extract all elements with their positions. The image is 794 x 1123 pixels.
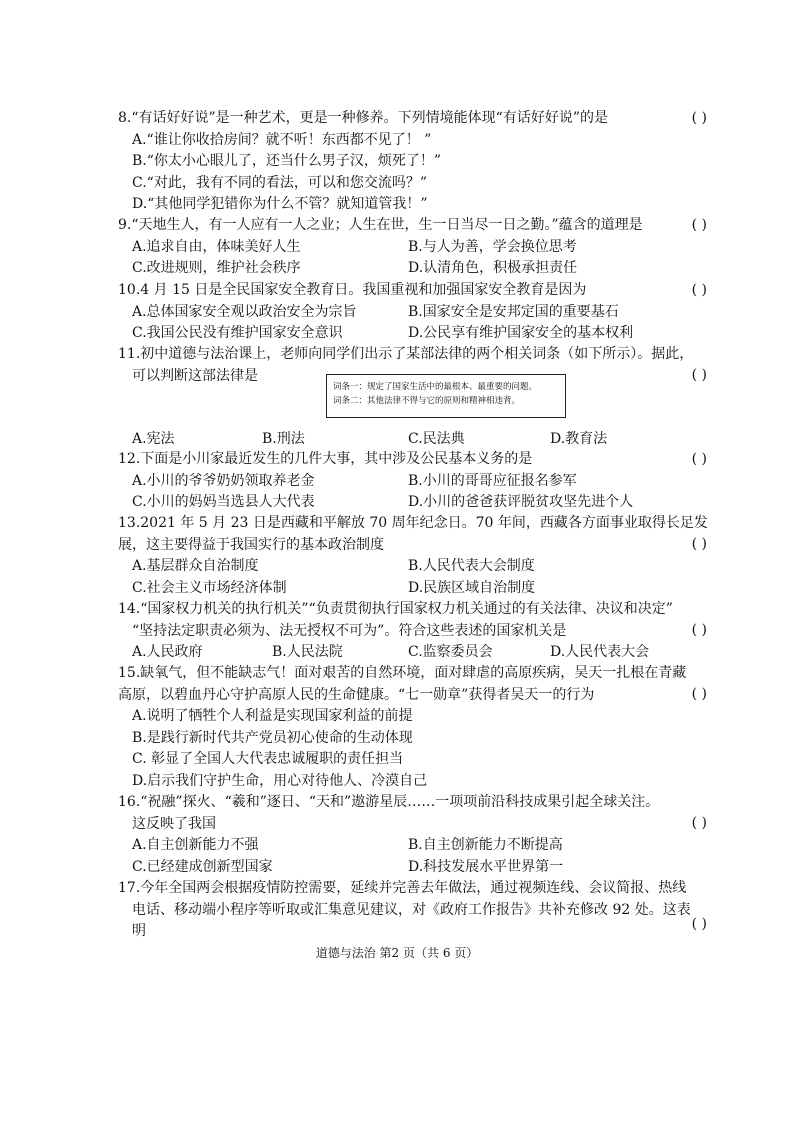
law-terms-box [326, 374, 566, 418]
answer-bracket: ( ) [691, 451, 707, 467]
option-d: D.启示我们守护生命，用心对待他人、冷漠自己 [132, 772, 428, 789]
question-stem: 10.4 月 15 日是全民国家安全教育日。我国重视和加强国家安全教育是因为 [118, 282, 587, 298]
option-c: C.“对此，我有不同的看法，可以和您交流吗？” [132, 174, 427, 191]
option-d: D.认清角色，积极承担责任 [408, 260, 578, 276]
option-d: D.“其他同学犯错你为什么不管？就知道管我！” [132, 196, 428, 212]
option-d: D.民族区域自治制度 [408, 579, 536, 596]
question-10 [118, 280, 707, 345]
option-c: C.小川的妈妈当选县人大代表 [132, 494, 315, 510]
question-stem-line1: 16.“祝融”探火、“羲和”逐日、“天和”遨游星辰……一项项前沿科技成果引起全球关注。 [118, 794, 660, 810]
answer-bracket: ( ) [691, 622, 707, 638]
option-b: B.自主创新能力不断提高 [408, 837, 563, 853]
option-a: A.自主创新能力不强 [132, 837, 259, 853]
option-b: B.小川的哥哥应征报名参军 [408, 472, 577, 489]
option-b: B.是践行新时代共产党员初心使命的生动体现 [132, 729, 413, 746]
question-stem-line1: 14.“国家权力机关的执行机关”“负责贯彻执行国家权力机关通过的有关法律、决议和决定” [118, 601, 673, 617]
question-stem: 8.“有话好好说”是一种艺术，更是一种修养。下列情境能体现“有话好好说”的是 [118, 110, 608, 126]
option-a: A.“谁让你收拾房间？就不听！东西都不见了！ ” [132, 131, 432, 148]
answer-bracket: ( ) [691, 282, 707, 298]
question-stem: 9.“天地生人，有一人应有一人之业；人生在世，生一日当尽一日之勤。”蕴含的道理是 [118, 217, 643, 233]
question-stem-line3: 明 [132, 923, 146, 939]
question-stem-line2: 高原，以碧血丹心守护高原人民的生命健康。“七一勋章”获得者吴天一的行为 [118, 686, 595, 703]
option-c: C.改进规则，维护社会秩序 [132, 260, 301, 276]
option-a: A.小川的爷爷奶奶领取养老金 [132, 472, 315, 489]
option-c: C. 彰显了全国人大代表忠诚履职的责任担当 [132, 751, 404, 767]
answer-bracket: ( ) [691, 110, 707, 126]
answer-bracket: ( ) [691, 536, 707, 552]
option-d: D.小川的爸爸获评脱贫攻坚先进个人 [408, 494, 634, 510]
question-13 [118, 513, 708, 599]
law-term-1: 词条一：规定了国家生活中的最根本、最重要的问题。 [333, 382, 538, 392]
option-d: D.科技发展水平世界第一 [408, 858, 564, 875]
option-b: B.人民代表大会制度 [408, 558, 535, 574]
question-14 [118, 599, 707, 664]
question-stem-line1: 11.初中道德与法治课上，老师向同学们出示了某部法律的两个相关词条（如下所示）。据此， [118, 346, 694, 362]
question-8 [118, 108, 707, 216]
option-a: A.说明了牺牲个人利益是实现国家利益的前提 [132, 708, 413, 724]
question-stem-line2: 可以判断这部法律是 [132, 367, 258, 384]
page-footer: 道德与法治 第2 页（共 6 页） [315, 946, 479, 960]
option-d: D.人民代表大会 [550, 644, 650, 660]
answer-bracket: ( ) [691, 916, 707, 932]
option-d: D.教育法 [550, 431, 608, 447]
answer-bracket: ( ) [691, 367, 707, 383]
option-c: C.已经建成创新型国家 [132, 858, 273, 875]
question-stem-line2: 展，这主要得益于我国实行的基本政治制度 [118, 536, 384, 553]
question-stem-line2: 电话、移动端小程序等听取或汇集意见建议，对《政府工作报告》共补充修改 92 处。这表 [132, 901, 691, 918]
question-9 [118, 215, 707, 280]
question-stem: 12.下面是小川家最近发生的几件大事，其中涉及公民基本义务的是 [118, 451, 533, 467]
option-c: C.我国公民没有维护国家安全意识 [132, 325, 343, 341]
option-b: B.“你太小心眼儿了，还当什么男子汉，烦死了！” [132, 153, 442, 169]
question-stem-line1: 15.缺氧气，但不能缺志气！面对艰苦的自然环境，面对肆虐的高原疾病，吴天一扎根在青藏 [118, 665, 687, 681]
option-b: B.人民法院 [272, 644, 343, 660]
option-c: C.民法典 [408, 431, 465, 447]
law-term-2: 词条二：其他法律不得与它的原则和精神相违背。 [333, 396, 521, 406]
option-a: A.人民政府 [132, 644, 203, 660]
option-c: C.社会主义市场经济体制 [132, 579, 287, 596]
option-a: A.总体国家安全观以政治安全为宗旨 [132, 303, 357, 320]
option-b: B.国家安全是安邦定国的重要基石 [408, 303, 619, 320]
option-d: D.公民享有维护国家安全的基本权利 [408, 325, 634, 341]
answer-bracket: ( ) [691, 217, 707, 233]
option-a: A.追求自由，体味美好人生 [132, 238, 301, 255]
option-b: B.刑法 [262, 431, 305, 447]
answer-bracket: ( ) [691, 686, 707, 702]
question-15 [118, 663, 707, 792]
question-12 [118, 449, 707, 514]
question-16 [118, 792, 707, 878]
question-stem-line2: 这反映了我国 [132, 815, 216, 832]
option-c: C.监察委员会 [408, 644, 493, 660]
question-stem-line1: 13.2021 年 5 月 23 日是西藏和平解放 70 周年纪念日。70 年间，西藏各方面事业取得长足发 [118, 515, 708, 531]
question-stem-line1: 17.今年全国两会根据疫情防控需要，延续并完善去年做法，通过视频连线、会议简报、热线 [118, 880, 687, 896]
question-stem-line2: “坚持法定职责必须为、法无授权不可为”。符合这些表述的国家机关是 [132, 622, 567, 639]
question-17 [118, 878, 707, 943]
answer-bracket: ( ) [691, 815, 707, 831]
option-a: A.基层群众自治制度 [132, 558, 259, 574]
option-b: B.与人为善，学会换位思考 [408, 238, 577, 255]
option-a: A.宪法 [132, 431, 175, 447]
